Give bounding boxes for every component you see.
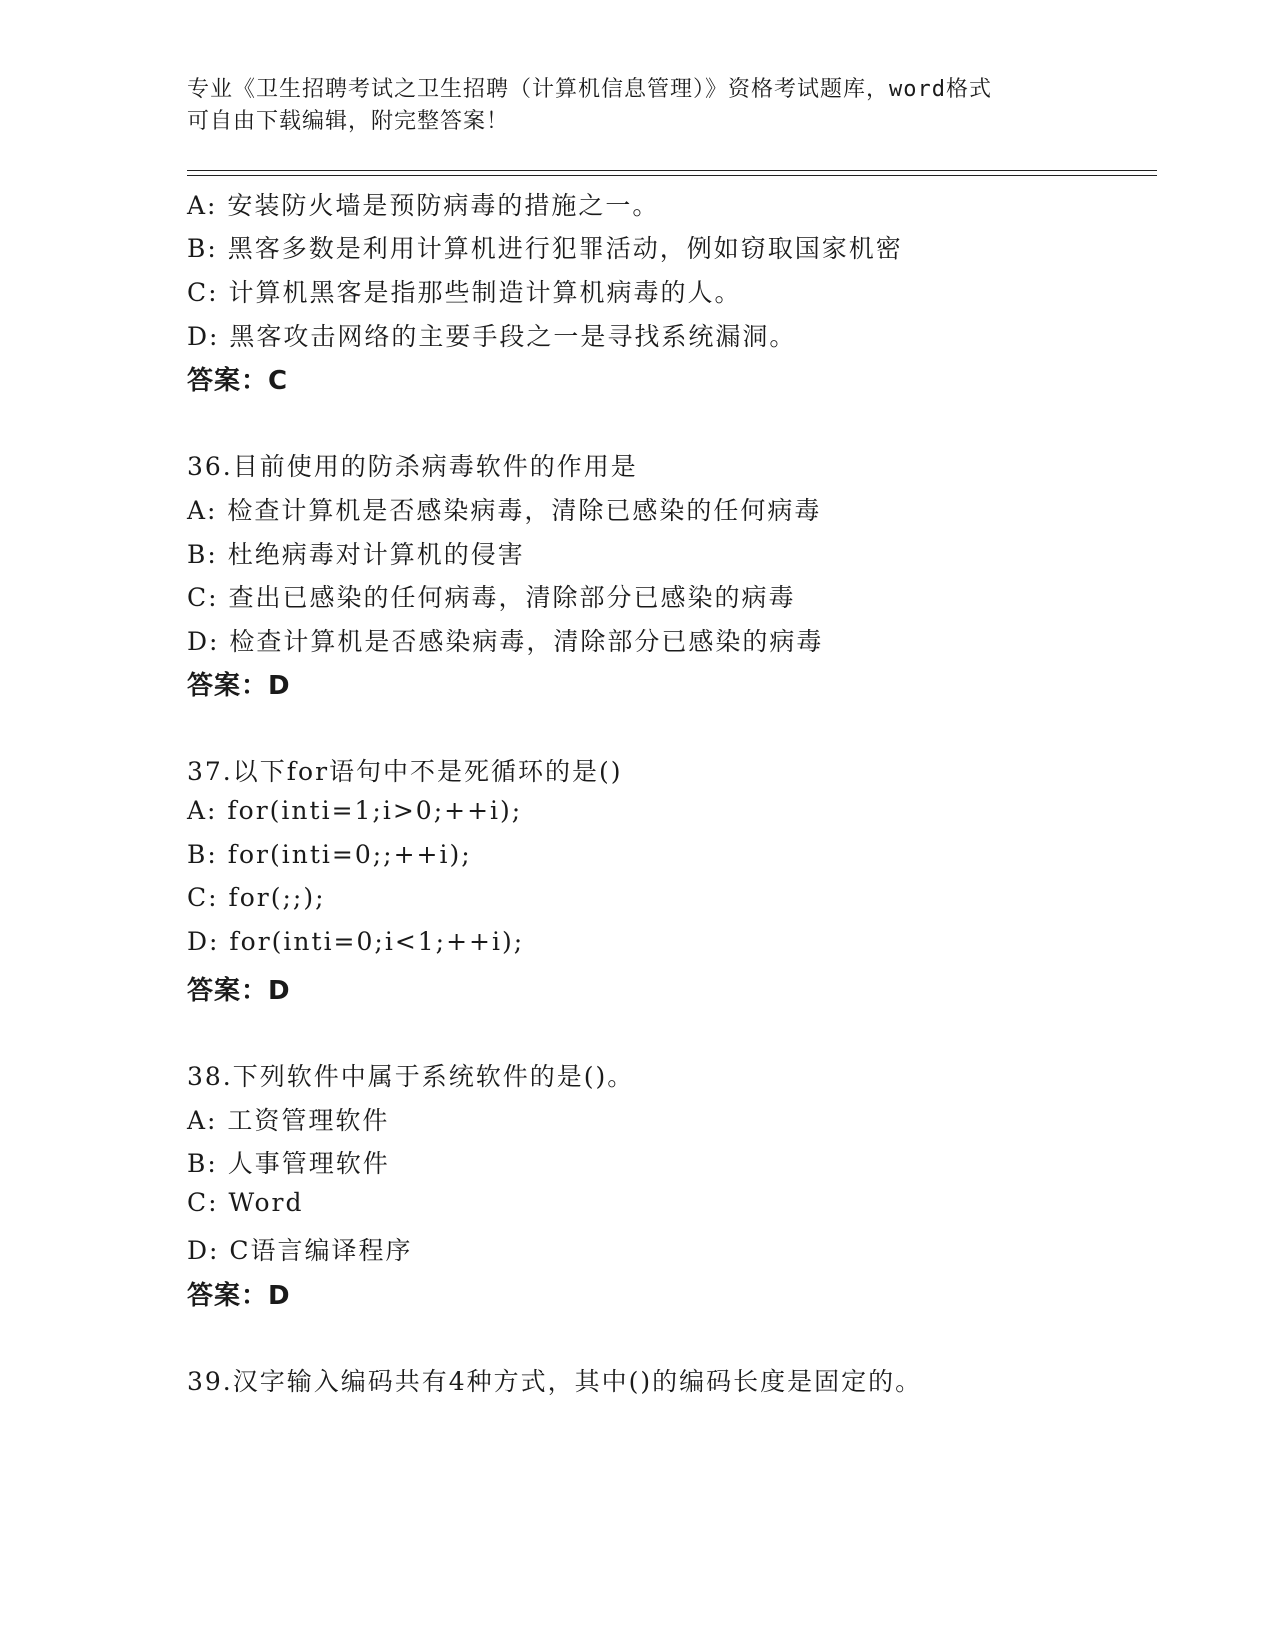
answer: 答案：D	[187, 1281, 291, 1311]
option-c: C: 查出已感染的任何病毒，清除部分已感染的病毒	[187, 583, 796, 612]
option-c: C: 计算机黑客是指那些制造计算机病毒的人。	[187, 278, 742, 307]
header-title-line-1: 专业《卫生招聘考试之卫生招聘（计算机信息管理）》资格考试题库，word格式	[187, 77, 992, 102]
header-rule-top	[187, 170, 1157, 171]
option-d: D: C语言编译程序	[187, 1236, 413, 1265]
question-stem: 36.目前使用的防杀病毒软件的作用是	[187, 452, 638, 481]
option-d: D: 检查计算机是否感染病毒，清除部分已感染的病毒	[187, 627, 824, 656]
option-b: B: 杜绝病毒对计算机的侵害	[187, 540, 525, 569]
option-b: B: 黑客多数是利用计算机进行犯罪活动，例如窃取国家机密	[187, 234, 903, 263]
question-stem: 37.以下for语句中不是死循环的是()	[187, 757, 623, 786]
question-stem: 38.下列软件中属于系统软件的是()。	[187, 1062, 635, 1091]
header-title-line-2: 可自由下载编辑，附完整答案！	[187, 109, 510, 134]
option-a: A: 检查计算机是否感染病毒，清除已感染的任何病毒	[187, 496, 822, 525]
option-c: C: Word	[187, 1188, 304, 1217]
question-stem: 39.汉字输入编码共有4种方式，其中()的编码长度是固定的。	[187, 1367, 923, 1396]
option-a: A: 工资管理软件	[187, 1106, 390, 1135]
header-rule-bottom	[187, 175, 1157, 176]
option-d: D: for(inti=0;i<1;++i);	[187, 927, 525, 956]
option-a: A: for(inti=1;i>0;++i);	[187, 796, 523, 825]
option-d: D: 黑客攻击网络的主要手段之一是寻找系统漏洞。	[187, 322, 797, 351]
option-b: B: for(inti=0;;++i);	[187, 840, 472, 869]
option-c: C: for(;;);	[187, 883, 326, 912]
answer: 答案：D	[187, 976, 291, 1006]
answer: 答案：D	[187, 671, 291, 701]
answer: 答案：C	[187, 366, 289, 396]
option-a: A: 安装防火墙是预防病毒的措施之一。	[187, 191, 660, 220]
option-b: B: 人事管理软件	[187, 1149, 390, 1178]
